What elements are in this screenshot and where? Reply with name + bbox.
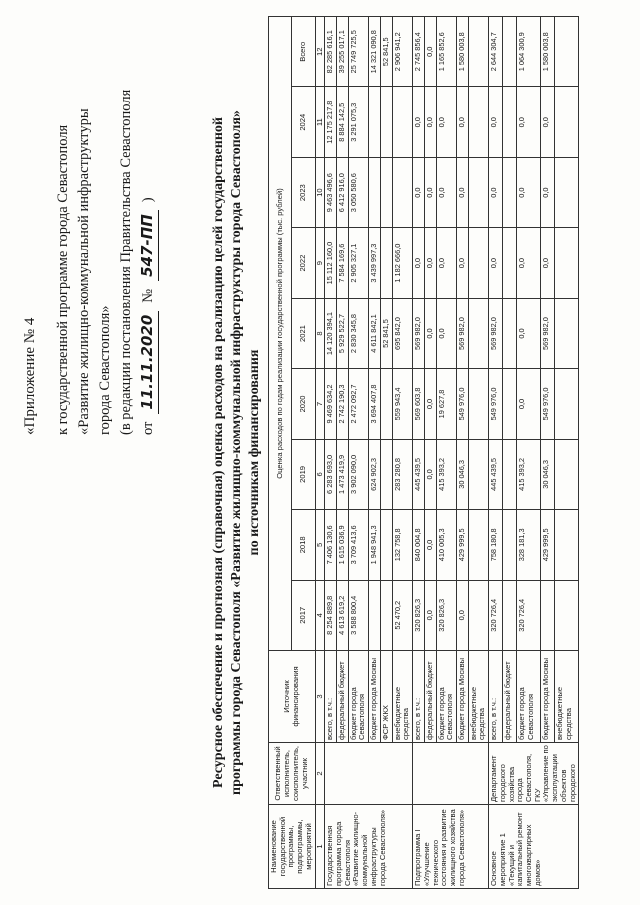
amount-cell: 8 884 142,5 [337,87,349,157]
header-year: 2019 [292,439,315,509]
amount-cell: 549 976,0 [456,369,468,439]
amount-cell: 30 046,3 [456,439,468,509]
amount-cell [502,298,516,368]
funding-source-cell: внебюджетные средства [555,651,579,743]
amount-cell [468,510,488,580]
appendix-title: «Приложение № 4 [22,317,38,435]
amount-cell [468,298,488,368]
amount-cell: 25 749 725,5 [348,17,368,88]
column-index: 9 [315,228,325,298]
funding-source-cell: внебюджетные средства [392,651,412,743]
funding-source-cell: внебюджетные средства [468,651,488,743]
amount-cell [555,510,579,580]
funding-source-cell: бюджет города Севастополя [516,651,540,743]
funding-table-wrapper [268,16,638,889]
amount-cell: 1 165 852,6 [436,17,456,88]
headline-line: Ресурсное обеспечение и прогнозная (справочная) оценка расходов на реализацию целей государственной [211,117,226,788]
amount-cell: 2 905 327,1 [348,228,368,298]
approval-line: к государственной программе города Севастополя [55,124,71,435]
amount-cell: 0,0 [456,580,468,650]
approval-line: города Севастополя» [97,305,113,435]
amount-cell: 0,0 [424,369,436,439]
amount-cell: 5 929 522,7 [337,298,349,368]
amount-cell: 0,0 [516,298,540,368]
column-index: 12 [315,17,325,88]
funding-source-cell: федеральный бюджет [502,651,516,743]
amount-cell [380,580,392,650]
amount-cell [502,580,516,650]
amount-cell: 0,0 [424,510,436,580]
amount-cell [468,439,488,509]
amount-cell: 6 283 693,0 [325,439,337,509]
amount-cell [555,228,579,298]
amount-cell [555,157,579,227]
amount-cell: 559 943,4 [392,369,412,439]
amount-cell: 549 976,0 [541,369,555,439]
amount-cell: 2 644 304,7 [489,17,503,88]
amount-cell: 0,0 [456,157,468,227]
amount-cell: 415 393,2 [436,439,456,509]
header-year: Всего [292,17,315,88]
funding-source-cell: всего, в т.ч.: [413,651,425,743]
amount-cell [380,157,392,227]
amount-cell: 415 393,2 [516,439,540,509]
amount-cell: 569 982,0 [541,298,555,368]
column-index: 11 [315,87,325,157]
amount-cell: 3 291 075,3 [348,87,368,157]
funding-source-cell: бюджет города Москвы [541,651,555,743]
amount-cell [392,87,412,157]
amount-cell: 0,0 [424,298,436,368]
amount-cell: 3 588 800,4 [348,580,368,650]
amount-cell [555,369,579,439]
amount-cell: 52 841,5 [380,17,392,88]
header-estimate: Оценка расходов по годам реализации государственной программы (тыс. рублей) [269,17,292,651]
program-name-cell: Подпрограмма I «Улучшение технического состояния и развитие жилищного хозяйства города Севастополя» [413,805,489,889]
funding-source-cell: федеральный бюджет [337,651,349,743]
amount-cell: 320 826,3 [436,580,456,650]
handwritten-date: 11.11.2020 [137,311,159,414]
amount-cell: 320 726,4 [516,580,540,650]
column-index: 7 [315,369,325,439]
amount-cell: 0,0 [516,87,540,157]
amount-cell: 0,0 [541,228,555,298]
amount-cell: 1 580 003,8 [456,17,468,88]
approval-line: «Развитие жилищно-коммунальной инфраструктуры [76,108,92,435]
header-name: Наименование государственной программы, подпрограммы, мероприятий [269,805,316,889]
amount-cell [502,228,516,298]
amount-cell [555,87,579,157]
amount-cell: 3 709 413,6 [348,510,368,580]
amount-cell [555,580,579,650]
date-suffix: ) [140,197,156,203]
amount-cell: 15 112 160,0 [325,228,337,298]
column-index: 6 [315,439,325,509]
amount-cell: 0,0 [489,87,503,157]
amount-cell: 320 826,3 [413,580,425,650]
table-row [325,17,337,889]
amount-cell: 0,0 [424,87,436,157]
amount-cell: 0,0 [516,228,540,298]
amount-cell: 695 842,0 [392,298,412,368]
table-row [489,17,503,889]
amount-cell: 7 584 169,6 [337,228,349,298]
funding-source-cell: ФСР ЖКХ [380,651,392,743]
amount-cell: 320 726,4 [489,580,503,650]
amount-cell: 0,0 [456,87,468,157]
amount-cell [380,510,392,580]
header-executor: Ответственный исполнитель, соисполнитель, участник [269,743,316,805]
column-index: 2 [315,743,325,805]
amount-cell: 1 473 419,9 [337,439,349,509]
amount-cell: 0,0 [541,87,555,157]
amount-cell [468,17,488,88]
amount-cell: 0,0 [413,157,425,227]
header-year: 2020 [292,369,315,439]
header-year: 2017 [292,580,315,650]
amount-cell: 0,0 [424,17,436,88]
funding-source-cell: бюджет города Севастополя [348,651,368,743]
amount-cell: 0,0 [436,228,456,298]
amount-cell: 1 580 003,8 [541,17,555,88]
amount-cell [468,580,488,650]
amount-cell: 52 470,2 [392,580,412,650]
amount-cell [502,369,516,439]
amount-cell: 2 906 941,2 [392,17,412,88]
amount-cell: 3 439 997,3 [369,228,381,298]
amount-cell: 39 255 017,1 [337,17,349,88]
column-index: 3 [315,651,325,743]
executor-cell [413,743,489,805]
amount-cell: 19 627,8 [436,369,456,439]
amount-cell: 758 180,8 [489,510,503,580]
amount-cell: 14 120 394,1 [325,298,337,368]
funding-source-cell: всего, в т.ч.: [489,651,503,743]
amount-cell: 2 472 092,7 [348,369,368,439]
amount-cell [369,580,381,650]
amount-cell: 1 182 666,0 [392,228,412,298]
funding-table [268,16,579,889]
amount-cell [380,369,392,439]
approval-line: (в редакции постановления Правительства Севастополя [118,89,134,435]
amount-cell [369,157,381,227]
amount-cell: 0,0 [489,157,503,227]
header-year: 2023 [292,157,315,227]
amount-cell: 569 982,0 [456,298,468,368]
amount-cell: 1 948 941,3 [369,510,381,580]
amount-cell [380,87,392,157]
funding-source-cell: всего, в т.ч.: [325,651,337,743]
amount-cell: 0,0 [413,228,425,298]
amount-cell: 0,0 [424,439,436,509]
amount-cell [468,87,488,157]
amount-cell [392,157,412,227]
amount-cell [541,580,555,650]
amount-cell: 4 611 842,1 [369,298,381,368]
program-name-cell: Государственная программа города Севастополя «Развитие жилищно-коммунальной инфраструктуры города Севастополя» [325,805,413,889]
amount-cell: 12 175 217,8 [325,87,337,157]
funding-source-cell: федеральный бюджет [424,651,436,743]
header-year: 2024 [292,87,315,157]
amount-cell [468,157,488,227]
amount-cell: 3 694 407,8 [369,369,381,439]
amount-cell: 0,0 [424,228,436,298]
column-index: 8 [315,298,325,368]
amount-cell: 0,0 [489,228,503,298]
amount-cell [380,439,392,509]
amount-cell: 82 285 616,1 [325,17,337,88]
table-row [413,17,425,889]
header-source: Источник финансирования [269,651,316,743]
amount-cell [502,87,516,157]
amount-cell: 2 745 856,4 [413,17,425,88]
amount-cell: 1 615 036,9 [337,510,349,580]
amount-cell [502,157,516,227]
column-index: 5 [315,510,325,580]
amount-cell: 0,0 [424,580,436,650]
amount-cell: 14 321 090,8 [369,17,381,88]
amount-cell: 840 004,8 [413,510,425,580]
amount-cell: 569 982,0 [413,298,425,368]
amount-cell [502,439,516,509]
program-name-cell: Основное мероприятие 1 «Текущий и капитальный ремонт многоквартирных домов» [489,805,579,889]
amount-cell: 8 254 889,8 [325,580,337,650]
amount-cell: 410 005,3 [436,510,456,580]
amount-cell: 0,0 [436,298,456,368]
column-index: 1 [315,805,325,889]
column-index: 10 [315,157,325,227]
amount-cell [555,17,579,88]
headline-line: программы города Севастополя «Развитие жилищно-коммунальной инфраструктуры города Севастополя» [229,110,244,795]
amount-cell: 0,0 [424,157,436,227]
amount-cell [380,228,392,298]
amount-cell: 2 830 345,8 [348,298,368,368]
amount-cell [369,87,381,157]
amount-cell: 0,0 [436,157,456,227]
amount-cell: 9 463 496,6 [325,157,337,227]
executor-cell: Департамент городского хозяйства города Севастополя, ГКУ «Управление по эксплуатации объектов городского [489,743,579,805]
amount-cell: 328 181,3 [516,510,540,580]
amount-cell: 445 439,5 [413,439,425,509]
amount-cell: 7 406 130,6 [325,510,337,580]
amount-cell: 283 280,8 [392,439,412,509]
amount-cell: 429 999,5 [541,510,555,580]
header-year: 2021 [292,298,315,368]
amount-cell [468,369,488,439]
header-year: 2018 [292,510,315,580]
amount-cell: 0,0 [516,157,540,227]
amount-cell [468,228,488,298]
date-prefix: от [140,421,156,435]
approval-block [20,15,159,435]
document-headline [210,14,264,891]
amount-cell: 1 064 300,9 [516,17,540,88]
amount-cell: 0,0 [516,369,540,439]
number-prefix: № [140,288,156,303]
amount-cell [502,510,516,580]
amount-cell: 0,0 [436,87,456,157]
amount-cell: 445 439,5 [489,439,503,509]
amount-cell: 624 902,3 [369,439,381,509]
column-index: 4 [315,580,325,650]
handwritten-number: 547-ПП [137,210,159,281]
headline-line: по источникам финансирования [247,349,262,556]
amount-cell: 429 999,5 [456,510,468,580]
amount-cell: 6 412 916,0 [337,157,349,227]
amount-cell: 9 469 634,2 [325,369,337,439]
funding-source-cell: бюджет города Москвы [456,651,468,743]
amount-cell: 0,0 [413,87,425,157]
amount-cell [555,298,579,368]
amount-cell: 549 976,0 [489,369,503,439]
amount-cell: 3 902 090,0 [348,439,368,509]
header-year: 2022 [292,228,315,298]
amount-cell: 52 841,5 [380,298,392,368]
funding-source-cell: бюджет города Севастополя [436,651,456,743]
amount-cell: 0,0 [541,157,555,227]
amount-cell [555,439,579,509]
amount-cell: 0,0 [456,228,468,298]
amount-cell [502,17,516,88]
amount-cell: 4 613 619,2 [337,580,349,650]
amount-cell: 2 742 190,3 [337,369,349,439]
amount-cell: 569 982,0 [489,298,503,368]
amount-cell: 30 046,3 [541,439,555,509]
resolution-date-line [137,15,159,435]
amount-cell: 3 050 580,6 [348,157,368,227]
funding-source-cell: бюджет города Москвы [369,651,381,743]
executor-cell [325,743,413,805]
amount-cell: 569 603,8 [413,369,425,439]
amount-cell: 132 758,8 [392,510,412,580]
